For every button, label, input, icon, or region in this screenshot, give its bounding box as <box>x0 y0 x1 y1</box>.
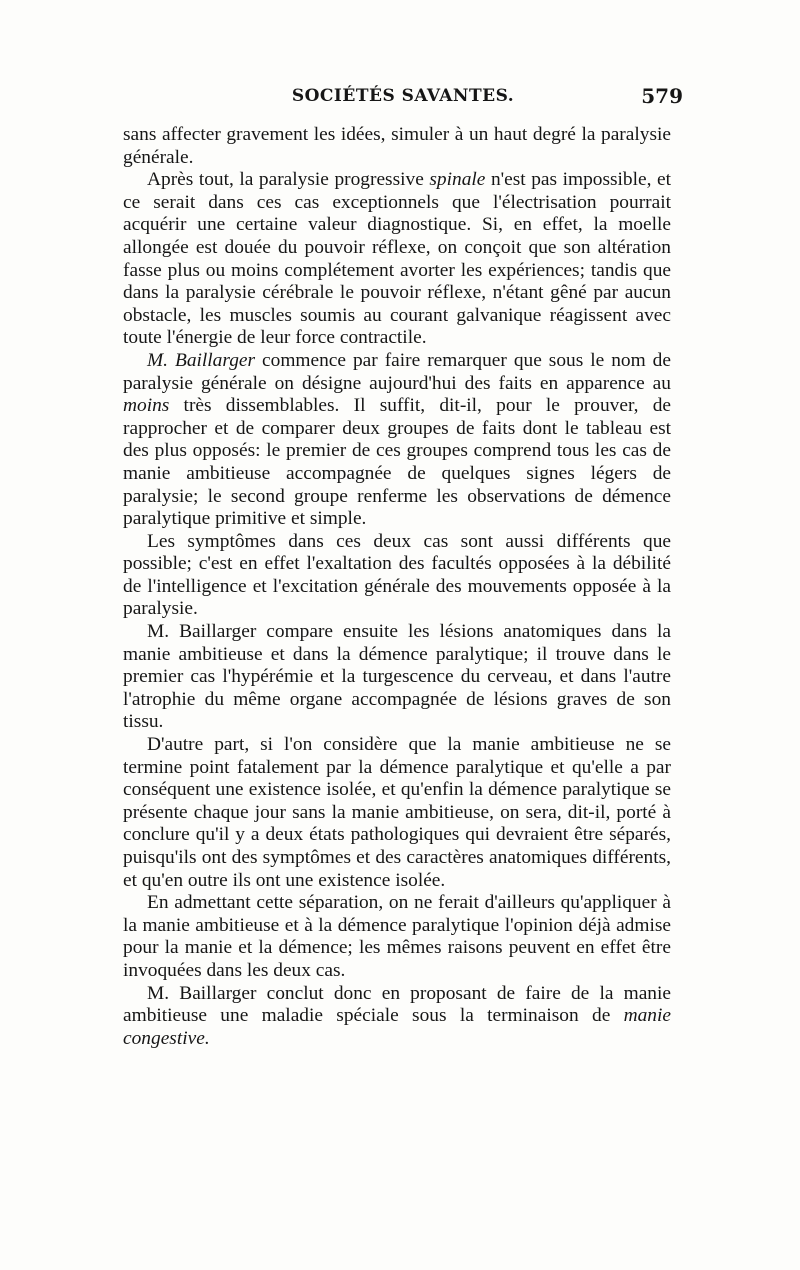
running-head <box>123 86 683 114</box>
body-text <box>123 124 671 1050</box>
paragraph-3-text-b: commence par faire remarquer que sous le nom de paralysie générale on désigne aujourd'hui des faits en apparence au <box>123 349 671 394</box>
page-number: 579 <box>641 84 683 108</box>
paragraph-8-text-a: M. Baillarger conclut donc en proposant de faire de la manie ambitieuse une maladie spéciale sous la terminaison de <box>123 982 671 1027</box>
paragraph-7-text: En admettant cette séparation, on ne ferait d'ailleurs qu'appliquer à la manie ambitieuse et à la démence paralytique l'opinion déjà admise pour la manie et la démence; les mêmes raisons peuvent en effet être invoquées dans les deux cas. <box>123 892 671 981</box>
paragraph-2-text-a: Après tout, la paralysie progressive <box>147 169 430 191</box>
paragraph-8-italic-manie-congestive: manie congestive. <box>123 1005 671 1049</box>
paragraph-2 <box>123 169 671 350</box>
paragraph-5-text: M. Baillarger compare ensuite les lésions anatomiques dans la manie ambitieuse et dans la démence paralytique; il trouve dans le premier cas l'hypérémie et la turgescence du cerveau, et dans l'autre l'atrophie du même organe accompagnée de lésions graves de son tissu. <box>123 621 671 733</box>
paragraph-6 <box>123 734 671 892</box>
paragraph-6-text: D'autre part, si l'on considère que la manie ambitieuse ne se termine point fatalement par la démence paralytique et qu'elle a par conséquent une existence isolée, et qu'enfin la démence paralytique se présente chaque jour sans la manie ambitieuse, on sera, dit-il, porté à conclure qu'il y a deux états pathologiques qui devraient être séparés, puisqu'ils ont des symptômes et des caractères anatomiques différents, et qu'en outre ils ont une existence isolée. <box>123 734 671 891</box>
paragraph-4-text: Les symptômes dans ces deux cas sont aussi différents que possible; c'est en effet l'exaltation des facultés opposées à la débilité de l'intelligence et l'excitation générale des mouvements opposée à la paralysie. <box>123 530 671 620</box>
paragraph-3-speaker-name: M. Baillarger <box>147 349 256 371</box>
paragraph-2-italic-spinale: spinale <box>429 169 486 191</box>
paragraph-3 <box>123 350 671 531</box>
paragraph-1 <box>123 124 671 169</box>
paragraph-4 <box>123 531 671 621</box>
paragraph-7 <box>123 892 671 982</box>
paragraph-5 <box>123 621 671 734</box>
paragraph-3-text-d: très dissemblables. Il suffit, dit-il, pour le prouver, de rapprocher et de comparer deux groupes de faits dont le tableau est des plus opposés: le premier de ces groupes comprend tous les cas de manie ambitieuse accompagnée de quelques signes légers de paralysie; le second groupe renferme les observations de démence paralytique primitive et simple. <box>123 395 671 530</box>
paragraph-3-italic-moins: moins <box>123 395 170 417</box>
running-title: SOCIÉTÉS SAVANTES. <box>291 86 515 106</box>
paragraph-2-text-c: n'est pas impossible, et ce serait dans ces cas exceptionnels que l'électrisation pourrait acquérir une certaine valeur diagnostique. Si, en effet, la moelle allongée est douée du pouvoir réflexe, on conçoit que son altération fasse plus ou moins complétement avorter les expériences; tandis que dans la paralysie cérébrale le pouvoir réflexe, n'étant gêné par aucun obstacle, les muscles soumis au courant galvanique réagissent avec toute l'énergie de leur force contractile. <box>123 169 672 349</box>
paragraph-1-text: sans affecter gravement les idées, simuler à un haut degré la paralysie générale. <box>123 124 671 168</box>
paragraph-8 <box>123 983 671 1051</box>
